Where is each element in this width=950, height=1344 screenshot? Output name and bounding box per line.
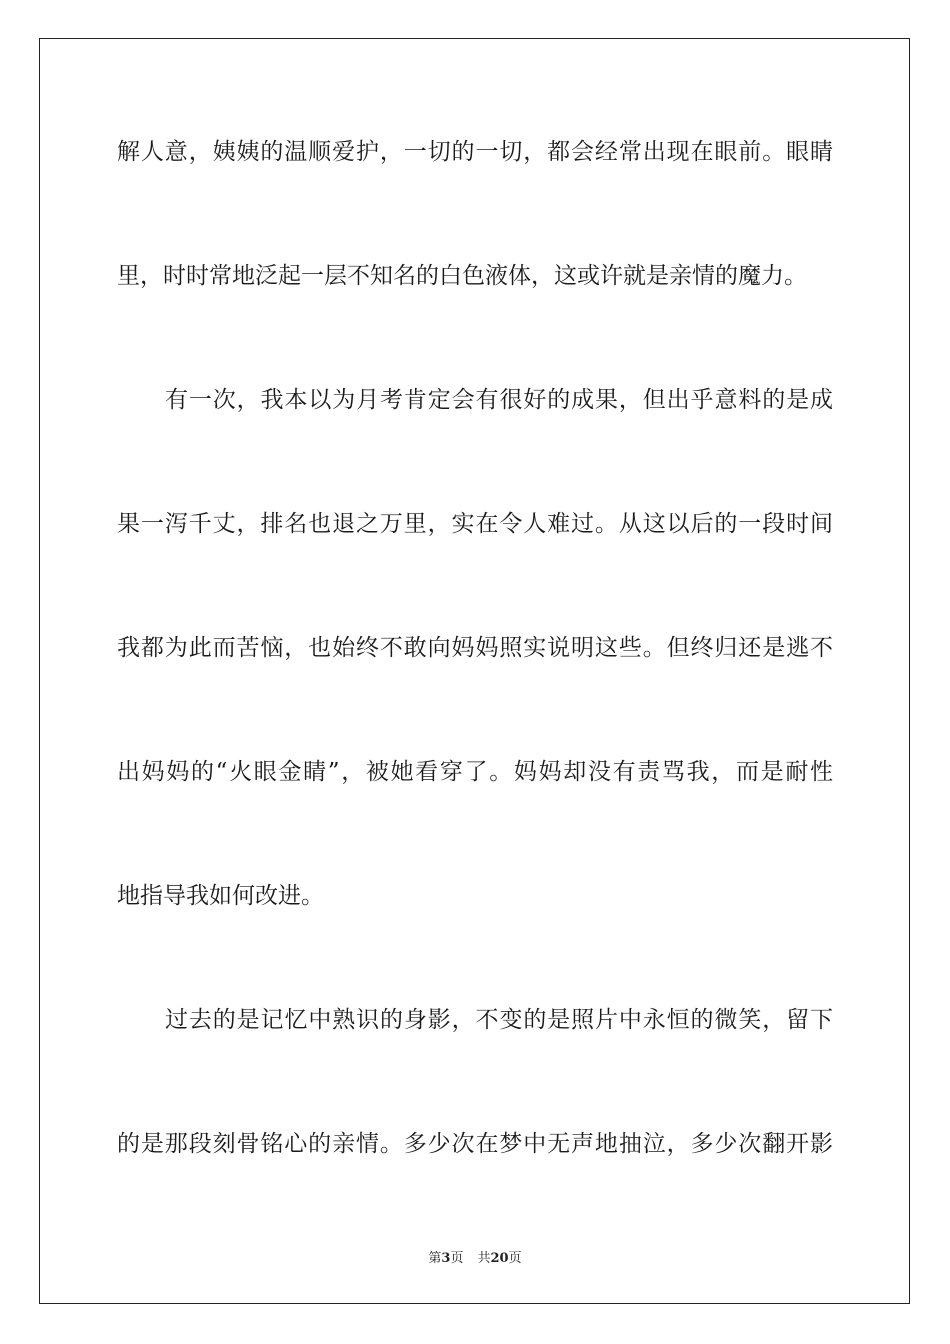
paragraph-line-6: 出妈妈的“火眼金睛”，被她看穿了。妈妈却没有责骂我，而是耐性 [117, 759, 833, 785]
page-prefix: 第 [428, 1251, 442, 1266]
page-footer [0, 1247, 950, 1266]
total-prefix: 共 [477, 1251, 491, 1266]
paragraph-line-5: 我都为此而苦恼，也始终不敢向妈妈照实说明这些。但终归还是逃不 [117, 635, 833, 661]
paragraph-line-2: 里，时时常地泛起一层不知名的白色液体，这或许就是亲情的魔力。 [117, 263, 807, 289]
paragraph-line-7: 地指导我如何改进。 [117, 883, 324, 909]
page-border [39, 38, 910, 1304]
paragraph-line-4: 果一泻千丈，排名也退之万里，实在令人难过。从这以后的一段时间 [117, 511, 833, 537]
page-number: 3 [441, 1251, 451, 1266]
paragraph-line-8: 过去的是记忆中熟识的身影，不变的是照片中永恒的微笑，留下 [165, 1007, 833, 1033]
paragraph-line-9: 的是那段刻骨铭心的亲情。多少次在梦中无声地抽泣，多少次翻开影 [117, 1131, 833, 1157]
paragraph-line-1: 解人意，姨姨的温顺爱护，一切的一切，都会经常出现在眼前。眼睛 [117, 139, 833, 165]
paragraph-line-3: 有一次，我本以为月考肯定会有很好的成果，但出乎意料的是成 [165, 387, 833, 413]
total-suffix: 页 [508, 1251, 522, 1266]
page-suffix: 页 [450, 1251, 464, 1266]
total-pages: 20 [490, 1251, 509, 1266]
